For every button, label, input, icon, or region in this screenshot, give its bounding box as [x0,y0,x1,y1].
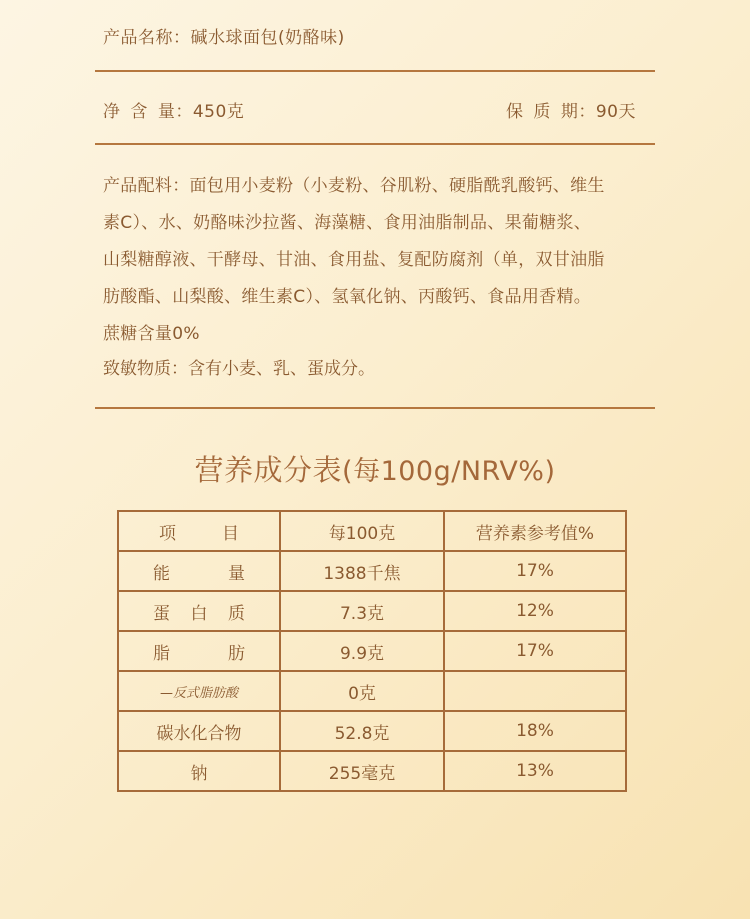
ingredients-line: 素C）、水、奶酪味沙拉酱、海藻糖、食用油脂制品、果葡糖浆、 [103,213,592,233]
row-nrv: 17% [444,631,626,671]
row-nrv: 12% [444,591,626,631]
product-name-value: 碱水球面包(奶酪味) [190,28,345,48]
net-content-label-char: 净 [103,102,121,122]
row-label-char: 能 [153,563,170,584]
table-header-row [118,511,626,551]
row-label [118,591,280,631]
row-per100: 52.8克 [280,711,444,751]
header-nrv: 营养素参考值% [444,511,626,551]
row-label-char: 白 [190,603,208,624]
table-row [118,751,626,791]
header-per100: 每100克 [280,511,444,551]
ingredients-line: 蔗糖含量0% [103,324,200,344]
shelf-life-colon: ： [578,102,596,122]
nutrition-title [0,448,750,489]
row-label [118,551,280,591]
row-label: —反式脂肪酸 [118,671,280,711]
row-nrv: 17% [444,551,626,591]
row-label: 钠 [118,751,280,791]
row-per100: 9.9克 [280,631,444,671]
ingredients-block [103,168,663,353]
allergen-info: 致敏物质：含有小麦、乳、蛋成分。 [103,359,375,379]
row-label: 碳水化合物 [118,711,280,751]
row-label-char: 肪 [228,643,245,664]
row-label-char: 量 [228,563,245,584]
net-content-label-char: 含 [130,102,148,122]
row-per100: 255毫克 [280,751,444,791]
row-per100: 0克 [280,671,444,711]
row-nrv [444,671,626,711]
shelf-life-label-char: 保 [506,102,524,122]
shelf-life-value: 90天 [595,102,636,122]
divider-2 [95,143,655,145]
net-content-label-char: 量 [157,102,176,122]
table-row [118,711,626,751]
ingredients-line: 山梨糖醇液、干酵母、甘油、食用盐、复配防腐剂（单，双甘油脂 [103,250,605,270]
row-label-char: 蛋 [153,603,170,624]
row-per100: 7.3克 [280,591,444,631]
table-row [118,671,626,711]
header-item [118,511,280,551]
row-nrv: 18% [444,711,626,751]
row-nrv: 13% [444,751,626,791]
table-row [118,551,626,591]
nutrition-table [117,510,627,792]
row-label-char: 脂 [153,643,170,664]
net-content [103,97,244,122]
shelf-life [506,97,636,122]
header-item-char: 项 [159,523,176,544]
product-name [103,23,345,48]
shelf-life-label-char: 期 [560,102,579,122]
shelf-life-label-char: 质 [533,102,551,122]
net-content-colon: ： [175,102,193,122]
row-per100: 1388千焦 [280,551,444,591]
table-row [118,591,626,631]
net-content-value: 450克 [192,102,245,122]
nutrition-title-unit: (每100g/NRV%) [342,456,556,487]
divider-1 [95,70,655,72]
table-row [118,631,626,671]
nutrition-title-text: 营养成分表 [194,453,343,487]
row-label [118,631,280,671]
ingredients-line: 产品配料：面包用小麦粉（小麦粉、谷肌粉、硬脂酰乳酸钙、维生 [103,176,605,196]
ingredients-line: 肪酸酯、山梨酸、维生素C）、氢氧化钠、丙酸钙、食品用香精。 [103,287,592,307]
header-item-char: 目 [222,523,239,544]
row-label-char: 质 [228,603,245,624]
product-name-label: 产品名称： [103,28,191,48]
divider-3 [95,407,655,409]
